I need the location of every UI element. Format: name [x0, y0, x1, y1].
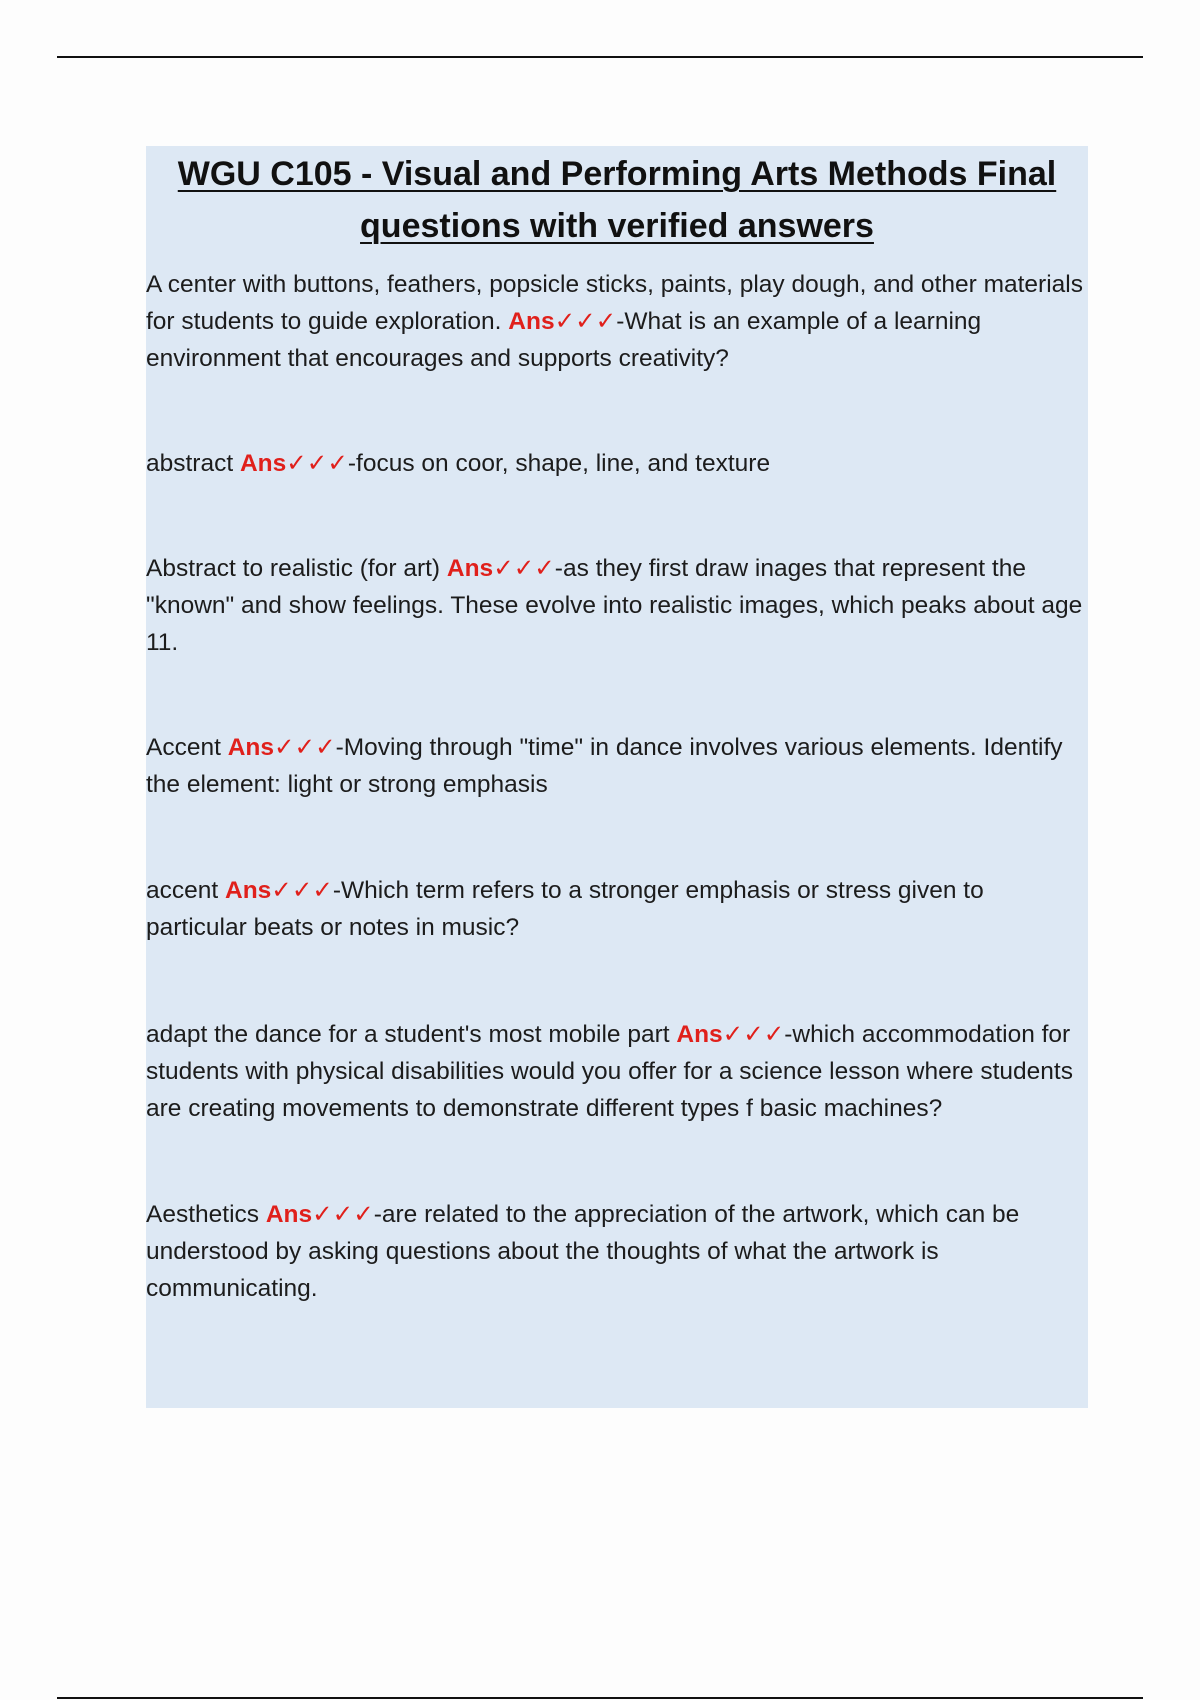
qa-text: -What is an example of a learning environment that encourages and supports creativity?: [146, 308, 982, 372]
answer-marker: [266, 1201, 374, 1228]
qa-term: abstract: [146, 450, 240, 477]
qa-text: -which accommodation for students with physical disabilities would you offer for a science lesson where students are creating movements to demonstrate different types f basic machines?: [146, 1021, 1073, 1122]
document-title: WGU C105 - Visual and Performing Arts Methods Final questions with verified answers: [177, 155, 1057, 245]
qa-term: Accent: [146, 734, 228, 761]
qa-term: adapt the dance for a student's most mobile part: [146, 1021, 677, 1048]
answer-label: Ans: [227, 734, 275, 761]
qa-text: -Moving through "time" in dance involves various elements. Identify the element: light or strong emphasis: [146, 734, 1063, 798]
answer-marker: [240, 450, 348, 477]
answer-label: Ans: [446, 555, 494, 582]
qa-term: accent: [146, 877, 225, 904]
qa-entry: [146, 1016, 1088, 1127]
qa-entry: [146, 550, 1088, 661]
answer-marker: [508, 308, 616, 335]
qa-text: -as they first draw inages that represent the "known" and show feelings. These evolve into realistic images, which peaks about age 11.: [146, 555, 1083, 656]
qa-entry: [146, 445, 1088, 482]
check-marks: ✓✓✓: [286, 450, 348, 477]
answer-marker: [676, 1021, 784, 1048]
qa-term: Abstract to realistic (for art): [146, 555, 447, 582]
answer-label: Ans: [239, 450, 287, 477]
answer-marker: [228, 734, 336, 761]
qa-entry: [146, 1196, 1088, 1307]
qa-text: -focus on coor, shape, line, and texture: [347, 450, 771, 477]
check-marks: ✓✓✓: [493, 555, 555, 582]
answer-label: Ans: [676, 1021, 723, 1048]
footer-rule: [57, 1697, 1143, 1699]
answer-marker: [225, 877, 333, 904]
qa-entry: [146, 729, 1088, 803]
header-rule: [57, 56, 1143, 58]
qa-text: -Which term refers to a stronger emphasis or stress given to particular beats or notes in music?: [146, 877, 984, 941]
answer-marker: [447, 555, 555, 582]
check-marks: ✓✓✓: [274, 734, 336, 761]
answer-label: Ans: [225, 877, 272, 904]
check-marks: ✓✓✓: [722, 1021, 785, 1048]
answer-label: Ans: [508, 308, 555, 335]
check-marks: ✓✓✓: [554, 308, 617, 335]
qa-term: A center with buttons, feathers, popsicle sticks, paints, play dough, and other materials for students to guide exploration.: [146, 271, 1083, 335]
check-marks: ✓✓✓: [271, 877, 333, 904]
content-panel: [146, 146, 1088, 1408]
qa-term: Aesthetics: [146, 1201, 266, 1228]
qa-text: -are related to the appreciation of the artwork, which can be understood by asking questions about the thoughts of what the artwork is communicating.: [146, 1201, 1020, 1302]
qa-entry: [146, 266, 1088, 377]
answer-label: Ans: [265, 1201, 313, 1228]
check-marks: ✓✓✓: [312, 1201, 374, 1228]
qa-entry: [146, 872, 1088, 946]
